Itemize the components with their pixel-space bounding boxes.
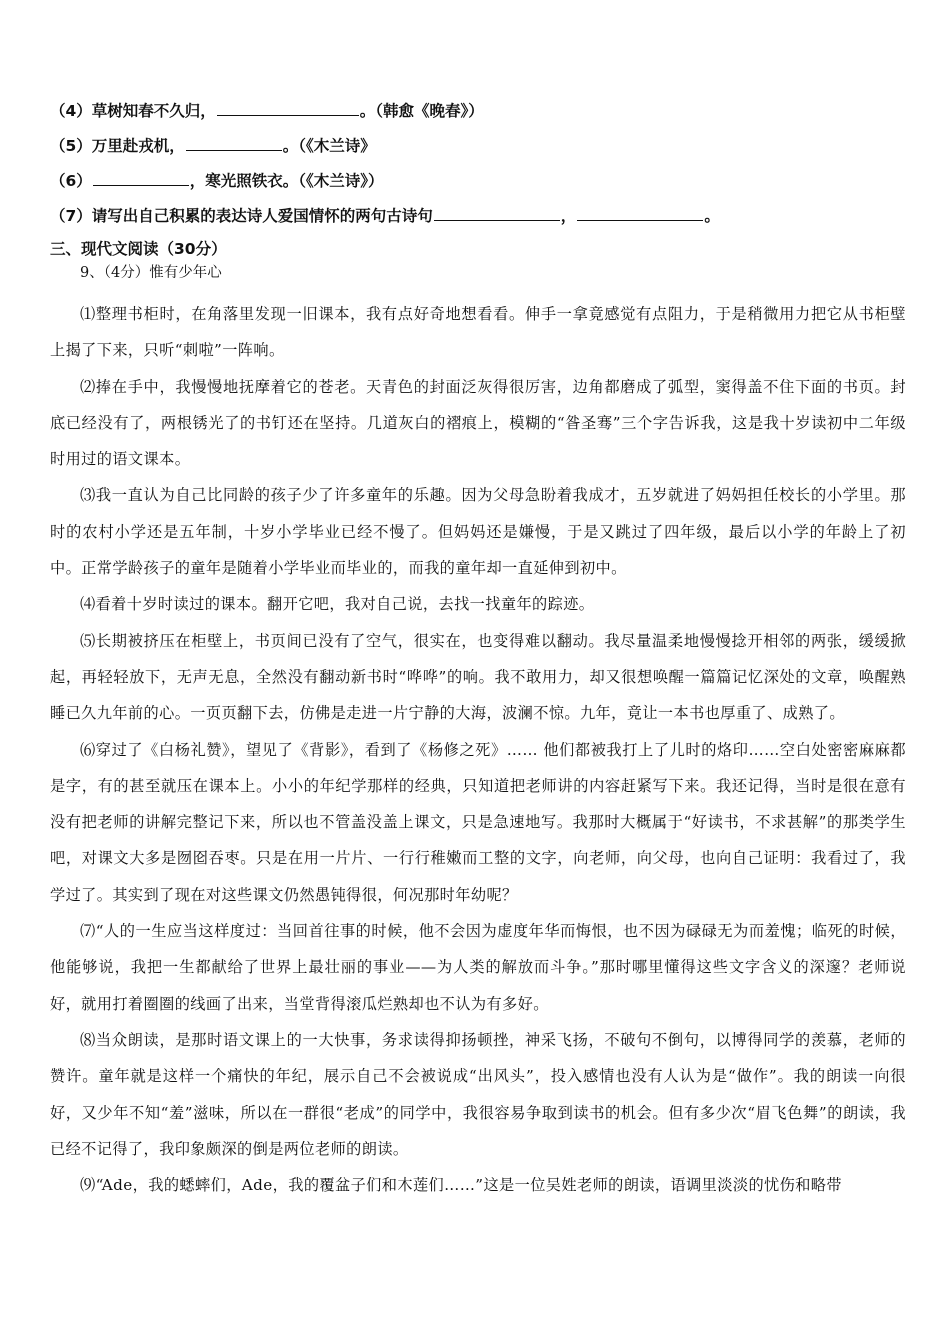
answer-blank[interactable] — [93, 170, 189, 186]
answer-blank[interactable] — [434, 205, 560, 221]
paragraph-8: ⑻当众朗读，是那时语文课上的一大快事，务求读得抑扬顿挫，神采飞扬，不破句不倒句，以博得同学的羡慕，老师的赞许。童年就是这样一个痛快的年纪，展示自己不会被说成“出风头”，投入感情也没有人认为是“做作”。我的朗读一向很好，又少年不知“羞”滋味，所以在一群很“老成”的同学中，我很容易争取到读书的机会。但有多少次“眉飞色舞”的朗读，我已经不记得了，我印象颇深的倒是两位老师的朗读。 — [50, 1030, 906, 1158]
paragraph-1: ⑴整理书柜时，在角落里发现一旧课本，我有点好奇地想看看。伸手一拿竟感觉有点阻力，于是稍微用力把它从书柜壁上揭了下来，只听“刺啦”一阵响。 — [50, 305, 906, 360]
answer-blank[interactable] — [186, 135, 282, 151]
question-6 — [50, 170, 384, 192]
paragraph-4: ⑷看着十岁时读过的课本。翻开它吧，我对自己说，去找一找童年的踪迹。 — [80, 595, 595, 614]
question-7-end: 。 — [704, 207, 720, 225]
section-title: 三、现代文阅读（30分） — [50, 240, 227, 258]
question-6-source: ，寒光照铁衣。（《木兰诗》） — [189, 172, 384, 190]
paragraph-7: ⑺“人的一生应当这样度过：当回首往事的时候，他不会因为虚度年华而悔恨，也不因为碌碌无为而羞愧；临死的时候，他能够说，我把一生都献给了世界上最壮丽的事业——为人类的解放而斗争。”那时哪里懂得这些文字含义的深邃？老师说好，就用打着圈圈的线画了出来，当堂背得滚瓜烂熟却也不认为有多好。 — [50, 922, 906, 1013]
answer-blank[interactable] — [217, 100, 359, 116]
question-4-source: 。（韩愈《晚春》） — [359, 102, 484, 120]
question-4 — [50, 100, 484, 122]
question-5 — [50, 135, 376, 157]
paragraph-5: ⑸长期被挤压在柜壁上，书页间已没有了空气，很实在，也变得难以翻动。我尽量温柔地慢慢捻开相邻的两张，缓缓掀起，再轻轻放下，无声无息，全然没有翻动新书时“哗哗”的响。我不敢用力，却又很想唤醒一篇篇记忆深处的文章，唤醒熟睡已久九年前的心。一页页翻下去，仿佛是走进一片宁静的大海，波澜不惊。九年，竟让一本书也厚重了、成熟了。 — [50, 631, 906, 723]
question-5-text: （5）万里赴戎机， — [50, 137, 185, 155]
paragraph-2: ⑵捧在手中，我慢慢地抚摩着它的苍老。天青色的封面泛灰得很厉害，边角都磨成了弧型，窦得盖不住下面的书页。封底已经没有了，两根锈光了的书钉还在坚持。几道灰白的褶痕上，模糊的“昝圣骞”三个字告诉我，这是我十岁读初中二年级时用过的语文课本。 — [50, 377, 906, 469]
question-4-text: （4）草树知春不久归， — [50, 102, 216, 120]
question-7-text: （7）请写出自己积累的表达诗人爱国情怀的两句古诗句 — [50, 207, 433, 225]
question-6-text: （6） — [50, 172, 92, 190]
paragraph-6: ⑹穿过了《白杨礼赞》，望见了《背影》，看到了《杨修之死》…… 他们都被我打上了儿时的烙印……空白处密密麻麻都是字，有的甚至就压在课本上。小小的年纪学那样的经典，只知道把老师讲的内容赶紧写下来。我还记得，当时是很在意有没有把老师的讲解完整记下来，所以也不管盖没盖上课文，只是急速地写。我那时大概属于“好读书，不求甚解”的那类学生吧，对课文大多是囫囵吞枣。只是在用一片片、一行行稚嫩而工整的文字，向老师，向父母，也向自己证明：我看过了，我学过了。其实到了现在对这些课文仍然愚钝得很，何况那时年幼呢？ — [50, 740, 906, 904]
question-5-source: 。（《木兰诗》 — [282, 137, 376, 155]
answer-blank[interactable] — [577, 205, 703, 221]
reading-passage — [50, 296, 906, 1203]
question-7 — [50, 205, 720, 227]
paragraph-9: ⑼“Ade，我的蟋蟀们，Ade，我的覆盆子们和木莲们……”这是一位吴姓老师的朗读，语调里淡淡的忧伤和略带 — [80, 1176, 842, 1195]
paragraph-3: ⑶我一直认为自己比同龄的孩子少了许多童年的乐趣。因为父母急盼着我成才，五岁就进了妈妈担任校长的小学里。那时的农村小学还是五年制，十岁小学毕业已经不慢了。但妈妈还是嫌慢，于是又跳过了四年级，最后以小学的年龄上了初中。正常学龄孩子的童年是随着小学毕业而毕业的，而我的童年却一直延伸到初中。 — [50, 486, 906, 578]
question-7-separator: ， — [560, 207, 577, 225]
question-9-heading: 9、（4分）惟有少年心 — [80, 265, 222, 281]
